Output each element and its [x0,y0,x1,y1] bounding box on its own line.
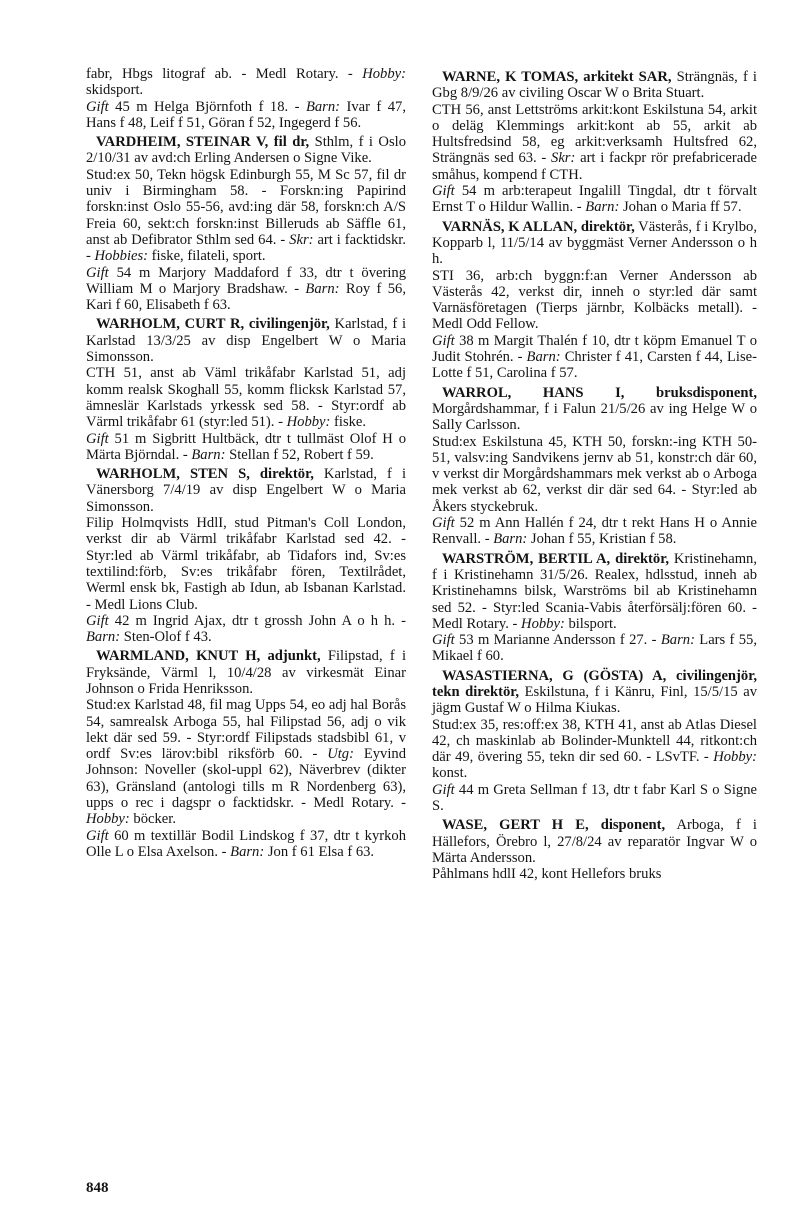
entry-heading-paragraph [86,466,406,515]
entry-text: 45 m Helga Björnfoth f 18. - [108,98,306,115]
entry-paragraph [432,434,757,515]
section-label: Barn: [191,446,226,463]
entry-name: WASASTIERNA, G (GÖSTA) A, civilingenjör, tekn direktör, [432,667,757,700]
entry-paragraph [86,515,406,613]
entry-text: 44 m Greta Sellman f 13, dtr t fabr Karl S o Signe S. [432,781,757,815]
section-label: Gift [432,781,455,798]
entry-heading-paragraph [432,668,757,717]
entry-text: Stud:ex Karlstad 48, fil mag Upps 54, eo adj hal Borås 54, samrealsk Arboga 55, hal Filipstad 56, adj o vik lekt där sed 59. - Styr:ordf Filipstads stadsbibl 61, v ordf Sv:es lärov:bibl riksförb 60. - [86,697,406,763]
entry-name: VARDHEIM, STEINAR V, fil dr, [96,134,310,151]
entry-text: Roy f 56, Kari f 60, Elisabeth f 63. [86,280,406,314]
entry-text: CTH 56, anst Lettströms arkit:kont Eskilstuna 54, arkit o deläg Klemmings arkit:kont ab 55, arkit ab Hultsfredsind 58, eg arkit:verksamh Hultsfred 62, Strängnäs sed 63. - [432,101,757,167]
section-label: Gift [86,612,109,629]
entry-text: Morgårdshammar, f i Falun 21/5/26 av ing Helge W o Sally Carlsson. [432,400,757,434]
entry-paragraph [432,866,757,882]
entry-heading-paragraph [86,134,406,167]
section-label: Gift [86,98,109,115]
entry-name: WARSTRÖM, BERTIL A, direktör, [442,550,670,567]
entry-paragraph [432,782,757,815]
entry-text: 38 m Margit Thalén f 10, dtr t köpm Emanuel T o Judit Stohrén. - [432,332,757,366]
entry-paragraph [432,333,757,382]
entry-text: Västerås, f i Krylbo, Kopparb l, 11/5/14 av byggmäst Verner Andersson o h h. [432,218,757,268]
entry-text: Stud:ex 50, Tekn högsk Edinburgh 55, M Sc 57, fil dr univ i Birmingham 58. - Forskn:ing Papirind forskn:inst Oslo 55-56, avd:ing där 58, forskn:ch A/S Freia 60, sekt:ch forskn:inst Billeruds ab Säffle 61, anst ab Defibrator Sthlm sed 64. - [86,166,406,248]
entry-text: Sthlm, f i Oslo 2/10/31 av avd:ch Erling Andersen o Signe Vike. [86,134,406,167]
section-label: Barn: [86,629,121,646]
section-label: Gift [432,515,455,532]
section-label: Skr: [289,231,314,248]
section-label: Gift [86,430,109,447]
entry-text: CTH 51, anst ab Väml trikåfabr Karlstad 51, adj komm realsk Skoghall 55, komm flicksk Karlstad 57, ämneslär Karlstads yrkessk sed 58. - Styr:ordf ab Värml trikåfabr 61 (styr:led 51). - [86,365,406,431]
section-label: Gift [432,632,455,649]
entry-text: Kristinehamn, f i Kristinehamn 31/5/26. Realex, hdlsstud, inneh ab Kristinehamns bilsk, Warströms bil ab Kristinehamn sed 52. - Styr:led Scania-Vabis återförsälj:fören 60. - Medl Rotary. - [432,550,757,632]
entry-heading-paragraph [432,551,757,632]
entry-text: 51 m Sigbritt Hultbäck, dtr t tullmäst Olof H o Märta Björndal. - [86,430,406,463]
entry-paragraph [86,365,406,430]
entry-text: Påhlmans hdlI 42, kont Hellefors bruks [432,866,662,883]
entry-heading-paragraph [432,817,757,866]
section-label: Gift [432,332,455,349]
entry-name: VARNÄS, K ALLAN, direktör, [442,218,635,235]
entry-text: STI 36, arb:ch byggn:f:an Verner Andersson ab Västerås 42, verkst dir, inneh o styr:led där samt Varnäsföretagen (Tierps järnbr, Kolbäcks metall). - Medl Odd Fellow. [432,267,757,333]
entry-heading-paragraph [432,69,757,102]
entry-heading-paragraph [86,648,406,697]
entry-name: WARMLAND, KNUT H, adjunkt, [96,648,321,665]
entry-heading-paragraph [432,385,757,434]
section-label: Barn: [660,632,695,649]
section-label: Hobbies: [94,248,149,265]
entry-text: fiske. [330,414,367,431]
entry-text: art i fackpr rör prefabricerade småhus, kompend f CTH. [432,150,757,183]
entry-text: Jon f 61 Elsa f 63. [264,843,375,860]
entry-text: Karlstad, f i Vänersborg 7/4/19 av disp Engelbert W o Maria Simonsson. [86,466,406,515]
section-label: Gift [432,183,455,200]
entry-name: WARROL, HANS I, bruksdisponent, [442,384,757,401]
entry-paragraph [86,99,406,132]
section-label: Barn: [585,199,620,216]
entry-name: WARHOLM, CURT R, civilingenjör, [96,316,330,333]
section-label: Hobby: [286,414,331,431]
entry-text: 42 m Ingrid Ajax, dtr t grossh John A o h h. - [108,612,406,629]
entry-text: Filip Holmqvists HdlI, stud Pitman's Coll London, verkst dir ab Värml trikåfabr Karlstad sed 42. - Styr:led ab Värml trikåfabr, ab Tidafors ind, Sv:es textilind:förb, Sv:es trikåfabr fören, Textilrådet, Werml ensk bk, Fastigh ab Idun, ab Isbanan Karlstad. - Medl Lions Club. [86,515,406,613]
entry-text: 60 m textillär Bodil Lindskog f 37, dtr t kyrkoh Olle L o Elsa Axelson. - [86,827,406,860]
entry-text: 52 m Ann Hallén f 24, dtr t rekt Hans H o Annie Renvall. - [432,515,757,548]
entry-text: Sten-Olof f 43. [120,629,212,646]
section-label: Hobby: [521,615,565,632]
entry-paragraph [432,183,757,216]
entry-paragraph [432,102,757,183]
entry-text: Eyvind Johnson: Noveller (skol-uppl 62), Näverbrev (dikter 63), Gränsland (antologi tills m R Nordenberg 63), upps o rec i dagspr o facktidskr. - Medl Rotary. - [86,746,406,812]
entry-text: konst. [432,765,468,782]
entry-text: Stellan f 52, Robert f 59. [225,446,374,463]
entry-text: 54 m arb:terapeut Ingalill Tingdal, dtr t förvalt Ernst T o Hildur Wallin. - [432,183,757,216]
entry-text: art i facktidskr. - [86,231,407,265]
entry-text: Christer f 41, Carsten f 44, Lise-Lotte f 51, Carolina f 57. [432,349,757,382]
page-number: 848 [86,1180,109,1196]
entry-text: Lars f 55, Mikael f 60. [432,632,757,665]
entry-paragraph [432,717,757,782]
entry-text: Johan f 55, Kristian f 58. [527,531,677,548]
entry-paragraph [86,265,406,314]
entry-text: Johan o Maria ff 57. [619,199,742,216]
entry-name: WASE, GERT H E, disponent, [442,817,666,834]
section-label: Utg: [327,746,354,763]
entry-text: Stud:ex 35, res:off:ex 38, KTH 41, anst ab Atlas Diesel 42, ch maskinlab ab Bolinder-Munktell 44, ritkont:ch där 49, övering 55, tekn dir sed 60. - LSvTF. - [432,716,757,766]
entry-text: 53 m Marianne Andersson f 27. - [454,632,661,649]
entry-name: WARHOLM, STEN S, direktör, [96,466,314,483]
entry-text: Strängnäs, f i Gbg 8/9/26 av civiling Oscar W o Brita Stuart. [432,69,757,102]
section-label: Skr: [551,150,576,167]
entry-paragraph [432,268,757,333]
section-label: Gift [86,827,109,844]
entry-paragraph [86,697,406,827]
section-label: Barn: [526,349,561,366]
entry-paragraph [432,632,757,665]
entry-text: Stud:ex Eskilstuna 45, KTH 50, forskn:-ing KTH 50-51, valsv:ing Sandvikens jernv ab 51, konstr:ch där 60, v verkst dir Morgårdshammars mek verkst ab o Arboga mek verkst ab 62, verkst dir där sed 64. - Styr:led ab Åkers styckebruk. [432,433,757,515]
right-column [432,66,757,883]
entry-paragraph [86,167,406,265]
entry-heading-paragraph [86,316,406,365]
section-label: Barn: [493,531,528,548]
entry-paragraph [86,431,406,464]
left-column [86,66,406,860]
entry-text: fabr, Hbgs litograf ab. - Medl Rotary. - [86,66,363,82]
section-label: Barn: [230,843,265,860]
section-label: Gift [86,264,109,281]
entry-text: Arboga, f i Hällefors, Örebro l, 27/8/24 av reparatör Ingvar W o Märta Andersson. [432,817,757,866]
section-label: Hobby: [713,749,757,766]
section-label: Barn: [305,98,340,115]
section-label: Hobby: [362,66,406,82]
entry-text: skidsport. [86,82,144,99]
entry-heading-paragraph [432,219,757,268]
entry-paragraph [86,613,406,646]
entry-name: WARNE, K TOMAS, arkitekt SAR, [442,69,672,85]
section-label: Barn: [305,280,340,297]
entry-text: Eskilstuna, f i Känru, Finl, 15/5/15 av jägm Gustaf W o Hilma Kiukas. [432,683,757,717]
entry-paragraph [432,515,757,548]
entry-text: Karlstad, f i Karlstad 13/3/25 av disp Engelbert W o Maria Simonsson. [86,316,406,366]
entry-text: fiske, filateli, sport. [148,248,266,265]
entry-text: Ivar f 47, Hans f 48, Leif f 51, Göran f 52, Ingegerd f 56. [86,98,406,131]
entry-paragraph [86,66,406,99]
entry-paragraph [86,828,406,861]
entry-text: böcker. [129,811,176,828]
entry-text: bilsport. [564,615,617,632]
entry-text: Filipstad, f i Fryksände, Värml l, 10/4/28 av virkesmät Einar Johnson o Frida Henriksson. [86,648,406,697]
section-label: Hobby: [86,811,130,828]
entry-text: 54 m Marjory Maddaford f 33, dtr t övering William M o Marjory Bradshaw. - [86,264,406,297]
